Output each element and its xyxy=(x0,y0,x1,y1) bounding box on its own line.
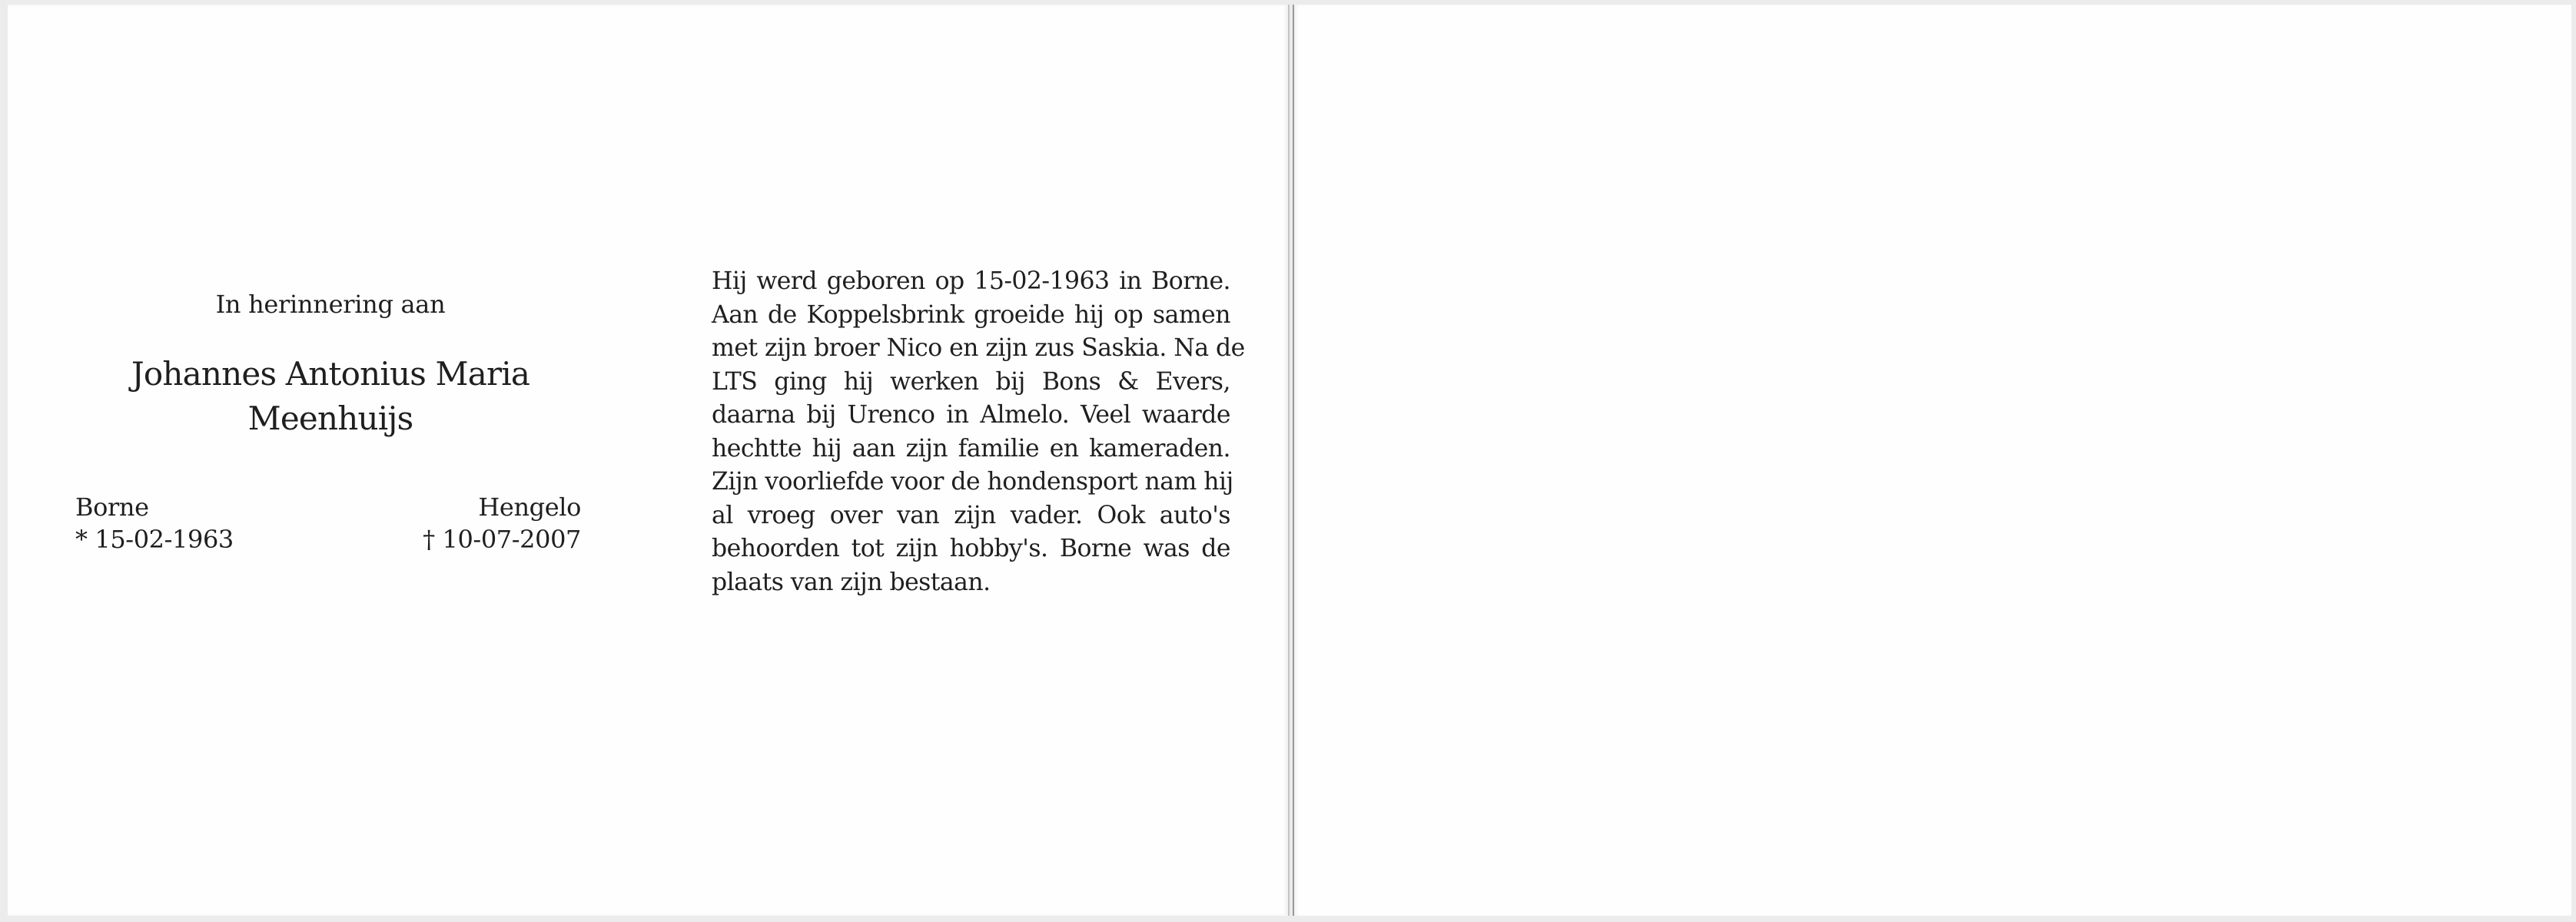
death-place: Hengelo xyxy=(478,493,581,522)
biography-line: al vroeg over van zijn vader. Ook auto's xyxy=(712,501,1230,529)
biography-line: Hij werd geboren op 15-02-1963 in Borne. xyxy=(712,267,1230,295)
biography-line: met zijn broer Nico en zijn zus Saskia. Na de xyxy=(712,334,1245,362)
biography-line: plaats van zijn bestaan. xyxy=(712,568,991,596)
birth-place: Borne xyxy=(75,493,149,522)
biography-line: Aan de Koppelsbrink groeide hij op samen xyxy=(712,300,1230,329)
biography-line: LTS ging hij werken bij Bons & Evers, xyxy=(712,367,1230,396)
biography-line: Zijn voorliefde voor de hondensport nam hij xyxy=(712,468,1233,496)
deceased-name xyxy=(54,352,607,441)
biography-text xyxy=(712,265,1245,599)
memorial-intro: In herinnering aan xyxy=(215,290,446,319)
card-back-panel xyxy=(1293,5,2571,916)
deceased-name-line-2: Meenhuijs xyxy=(247,400,413,437)
card-inside-panel xyxy=(8,5,1290,916)
biography-line: daarna bij Urenco in Almelo. Veel waarde xyxy=(712,401,1230,429)
death-date: † 10-07-2007 xyxy=(423,525,581,554)
biography-line: hechtte hij aan zijn familie en kameraden. xyxy=(712,434,1230,463)
birth-date: * 15-02-1963 xyxy=(75,525,234,554)
deceased-name-line-1: Johannes Antonius Maria xyxy=(131,355,530,393)
biography-line: behoorden tot zijn hobby's. Borne was de xyxy=(712,535,1230,562)
